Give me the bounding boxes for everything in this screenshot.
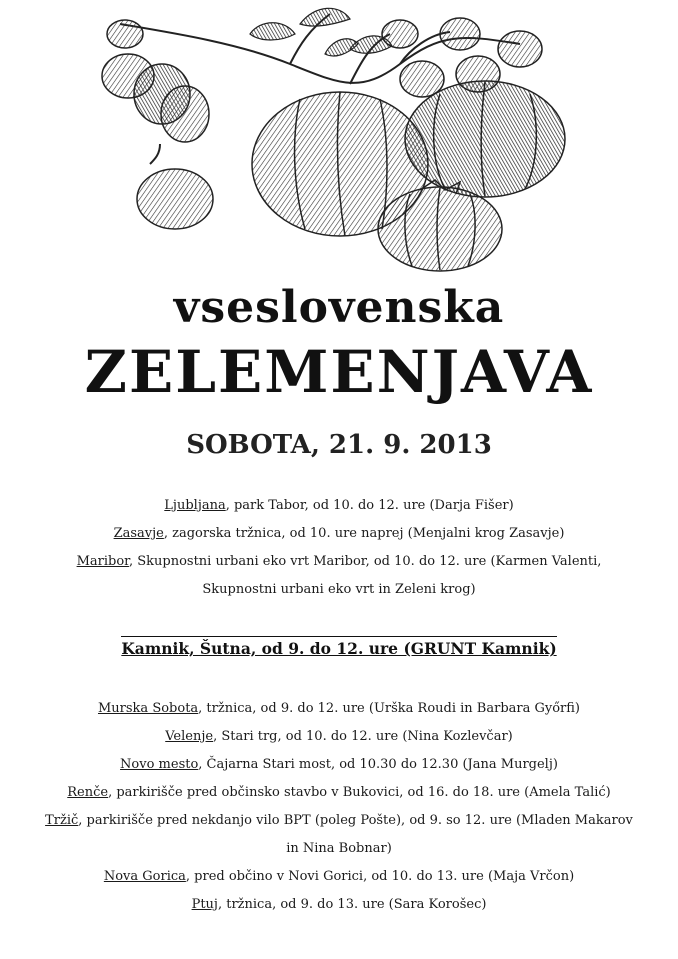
location-details: in Nina Bobnar)	[286, 841, 392, 856]
location-row	[0, 723, 678, 751]
location-details: , Skupnostni urbani eko vrt Maribor, od 10. do 12. ure (Karmen Valenti,	[128, 554, 602, 569]
location-row	[0, 520, 678, 548]
location-city: Renče	[67, 785, 109, 800]
location-city: Murska Sobota	[97, 701, 199, 716]
poster-subtitle: vseslovenska	[173, 282, 505, 333]
location-row	[0, 807, 678, 835]
highlight-location-text: Kamnik, Šutna, od 9. do 12. ure (GRUNT Kamnik)	[121, 636, 556, 658]
location-city: Nova Gorica	[103, 869, 186, 884]
locations-list-top	[0, 492, 678, 604]
location-row-continued	[0, 835, 678, 863]
location-row	[0, 695, 678, 723]
highlight-location	[0, 636, 678, 658]
location-details: , zagorska tržnica, od 10. ure naprej (Menjalni krog Zasavje)	[163, 526, 565, 541]
location-city: Ljubljana	[164, 498, 226, 513]
location-city: Novo mesto	[120, 757, 199, 772]
location-details: , park Tabor, od 10. do 12. ure (Darja Fišer)	[225, 498, 514, 513]
location-city: Zasavje	[113, 526, 164, 541]
tomatoes-illustration	[100, 4, 580, 276]
locations-list-bottom	[0, 695, 678, 919]
location-city: Maribor	[76, 554, 129, 569]
location-row	[0, 891, 678, 919]
location-details: , parkirišče pred nekdanjo vilo BPT (poleg Pošte), od 9. so 12. ure (Mladen Makarov	[78, 813, 633, 828]
location-row-continued	[0, 576, 678, 604]
location-city: Tržič	[45, 813, 79, 828]
event-date: SOBOTA, 21. 9. 2013	[186, 430, 492, 460]
poster-title: ZELEMENJAVA	[84, 338, 594, 406]
location-details: , parkirišče pred občinsko stavbo v Bukovici, od 16. do 18. ure (Amela Talić)	[108, 785, 611, 800]
location-details: , tržnica, od 9. do 13. ure (Sara Korošec)	[217, 897, 487, 912]
location-city: Ptuj	[191, 897, 218, 912]
location-row	[0, 751, 678, 779]
location-details: Skupnostni urbani eko vrt in Zeleni krog)	[202, 582, 476, 597]
location-row	[0, 779, 678, 807]
location-city: Velenje	[165, 729, 214, 744]
location-details: , tržnica, od 9. do 12. ure (Urška Roudi in Barbara Győrfi)	[198, 701, 581, 716]
location-row	[0, 548, 678, 576]
location-row	[0, 863, 678, 891]
location-details: , Stari trg, od 10. do 12. ure (Nina Kozlevčar)	[213, 729, 513, 744]
location-details: , pred občino v Novi Gorici, od 10. do 13. ure (Maja Vrčon)	[185, 869, 575, 884]
location-details: , Čajarna Stari most, od 10.30 do 12.30 (Jana Murgelj)	[198, 757, 558, 772]
location-row	[0, 492, 678, 520]
